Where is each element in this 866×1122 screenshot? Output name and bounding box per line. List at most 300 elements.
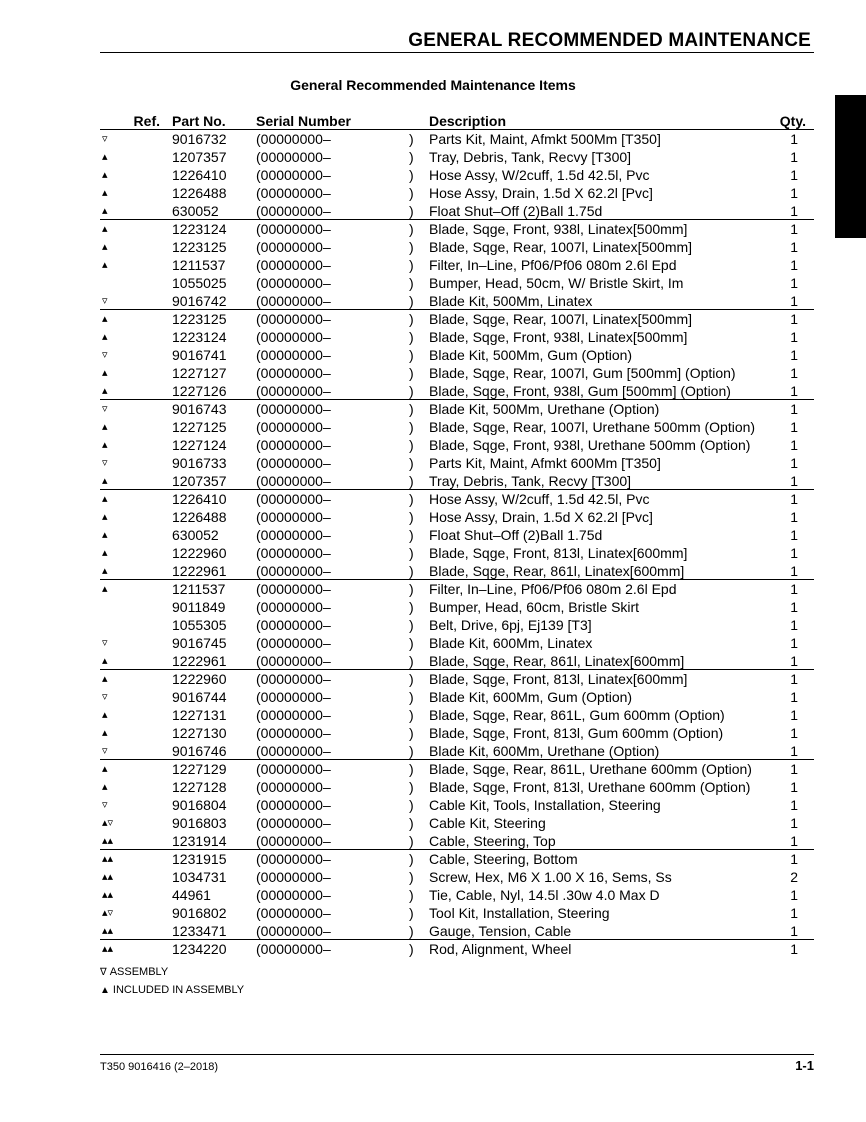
serial-number: (00000000– [256, 491, 331, 507]
table-body [100, 130, 814, 958]
description: Tray, Debris, Tank, Recvy [T300] [429, 149, 632, 165]
serial-number: (00000000– [256, 383, 331, 399]
serial-number: (00000000– [256, 545, 331, 561]
col-ref-header: Ref. [133, 113, 160, 129]
serial-number: (00000000– [256, 149, 331, 165]
serial-close: ) [409, 437, 414, 453]
included-symbol-icon: ▲ [100, 985, 110, 996]
table-row [100, 544, 814, 562]
serial-number: (00000000– [256, 293, 331, 309]
quantity: 1 [790, 743, 798, 759]
description: Screw, Hex, M6 X 1.00 X 16, Sems, Ss [429, 869, 672, 885]
part-number: 1223124 [172, 221, 227, 237]
description: Blade, Sqge, Front, 813l, Linatex[600mm] [429, 545, 688, 561]
table-row [100, 454, 814, 472]
legend-included [100, 984, 244, 996]
serial-number: (00000000– [256, 833, 331, 849]
table-row [100, 778, 814, 796]
serial-close: ) [409, 383, 414, 399]
table-row [100, 238, 814, 256]
serial-number: (00000000– [256, 707, 331, 723]
table-row [100, 742, 814, 760]
part-number: 1227124 [172, 437, 227, 453]
table-row [100, 400, 814, 418]
serial-close: ) [409, 689, 414, 705]
table-row [100, 652, 814, 670]
serial-number: (00000000– [256, 725, 331, 741]
quantity: 1 [790, 311, 798, 327]
table-row [100, 562, 814, 580]
ref-symbol-icon: ▿ [102, 349, 108, 361]
description: Tray, Debris, Tank, Recvy [T300] [429, 473, 632, 489]
serial-close: ) [409, 239, 414, 255]
ref-symbol-icon: ▴ [102, 673, 108, 685]
quantity: 1 [790, 689, 798, 705]
serial-close: ) [409, 851, 414, 867]
description: Blade, Sqge, Front, 813l, Linatex[600mm] [429, 671, 688, 687]
serial-close: ) [409, 779, 414, 795]
quantity: 2 [790, 869, 798, 885]
table-row [100, 418, 814, 436]
part-number: 1034731 [172, 869, 227, 885]
serial-number: (00000000– [256, 779, 331, 795]
description: Float Shut–Off (2)Ball 1.75d [429, 527, 603, 543]
ref-symbol-icon: ▴▴ [102, 943, 114, 955]
table-row [100, 868, 814, 886]
ref-symbol-icon: ▿ [102, 133, 108, 145]
ref-symbol-icon: ▴ [102, 313, 108, 325]
ref-symbol-icon: ▴ [102, 367, 108, 379]
part-number: 9016732 [172, 131, 227, 147]
quantity: 1 [790, 419, 798, 435]
quantity: 1 [790, 257, 798, 273]
table-row [100, 274, 814, 292]
table-row [100, 616, 814, 634]
description: Blade, Sqge, Front, 938l, Linatex[500mm] [429, 329, 688, 345]
part-number: 1233471 [172, 923, 227, 939]
page-title: GENERAL RECOMMENDED MAINTENANCE [408, 30, 811, 51]
part-number: 1207357 [172, 473, 227, 489]
serial-number: (00000000– [256, 401, 331, 417]
quantity: 1 [790, 923, 798, 939]
part-number: 9016743 [172, 401, 227, 417]
ref-symbol-icon: ▴▴ [102, 889, 114, 901]
serial-number: (00000000– [256, 221, 331, 237]
description: Blade, Sqge, Front, 938l, Gum [500mm] (Option) [429, 383, 731, 399]
quantity: 1 [790, 941, 798, 957]
ref-symbol-icon: ▴ [102, 493, 108, 505]
serial-close: ) [409, 131, 414, 147]
part-number: 9016802 [172, 905, 227, 921]
quantity: 1 [790, 383, 798, 399]
part-number: 1231914 [172, 833, 227, 849]
description: Blade, Sqge, Rear, 1007l, Linatex[500mm] [429, 239, 693, 255]
serial-close: ) [409, 365, 414, 381]
quantity: 1 [790, 707, 798, 723]
serial-number: (00000000– [256, 905, 331, 921]
part-number: 1207357 [172, 149, 227, 165]
description: Hose Assy, Drain, 1.5d X 62.2l [Pvc] [429, 185, 653, 201]
table-row [100, 490, 814, 508]
description: Blade, Sqge, Front, 813l, Gum 600mm (Option) [429, 725, 724, 741]
ref-symbol-icon: ▴▴ [102, 925, 114, 937]
description: Cable, Steering, Top [429, 833, 556, 849]
serial-close: ) [409, 671, 414, 687]
part-number: 9016742 [172, 293, 227, 309]
serial-number: (00000000– [256, 455, 331, 471]
serial-close: ) [409, 401, 414, 417]
description: Bumper, Head, 60cm, Bristle Skirt [429, 599, 640, 615]
description: Rod, Alignment, Wheel [429, 941, 572, 957]
table-row [100, 850, 814, 868]
ref-symbol-icon: ▴ [102, 727, 108, 739]
part-number: 9016803 [172, 815, 227, 831]
serial-number: (00000000– [256, 257, 331, 273]
table-row [100, 436, 814, 454]
quantity: 1 [790, 887, 798, 903]
serial-close: ) [409, 599, 414, 615]
serial-close: ) [409, 797, 414, 813]
serial-close: ) [409, 653, 414, 669]
part-number: 1231915 [172, 851, 227, 867]
part-number: 1223125 [172, 239, 227, 255]
description: Blade, Sqge, Front, 938l, Linatex[500mm] [429, 221, 688, 237]
part-number: 1227129 [172, 761, 227, 777]
serial-close: ) [409, 491, 414, 507]
part-number: 630052 [172, 527, 219, 543]
ref-symbol-icon: ▴▿ [102, 817, 114, 829]
quantity: 1 [790, 401, 798, 417]
serial-close: ) [409, 203, 414, 219]
description: Blade, Sqge, Rear, 861L, Gum 600mm (Option) [429, 707, 725, 723]
description: Hose Assy, W/2cuff, 1.5d 42.5l, Pvc [429, 167, 650, 183]
section-tab-marker [835, 95, 866, 238]
part-number: 1227125 [172, 419, 227, 435]
serial-number: (00000000– [256, 365, 331, 381]
col-qty-header: Qty. [779, 113, 806, 129]
col-part-header: Part No. [172, 113, 226, 129]
part-number: 1226488 [172, 185, 227, 201]
legend-assembly-label: ASSEMBLY [109, 966, 169, 978]
ref-symbol-icon: ▿ [102, 295, 108, 307]
ref-symbol-icon: ▿ [102, 799, 108, 811]
serial-number: (00000000– [256, 653, 331, 669]
description: Hose Assy, W/2cuff, 1.5d 42.5l, Pvc [429, 491, 650, 507]
part-number: 1055305 [172, 617, 227, 633]
serial-close: ) [409, 257, 414, 273]
page-number: 1-1 [795, 1058, 814, 1073]
serial-close: ) [409, 941, 414, 957]
part-number: 9016733 [172, 455, 227, 471]
table-row [100, 904, 814, 922]
table-row [100, 526, 814, 544]
description: Blade, Sqge, Rear, 1007l, Linatex[500mm] [429, 311, 693, 327]
table-row [100, 598, 814, 616]
serial-number: (00000000– [256, 581, 331, 597]
serial-number: (00000000– [256, 851, 331, 867]
quantity: 1 [790, 851, 798, 867]
serial-close: ) [409, 761, 414, 777]
serial-close: ) [409, 905, 414, 921]
quantity: 1 [790, 599, 798, 615]
ref-symbol-icon: ▴ [102, 439, 108, 451]
table-row [100, 670, 814, 688]
serial-number: (00000000– [256, 527, 331, 543]
serial-close: ) [409, 347, 414, 363]
part-number: 1222960 [172, 671, 227, 687]
part-number: 1227127 [172, 365, 227, 381]
table-row [100, 796, 814, 814]
serial-number: (00000000– [256, 617, 331, 633]
quantity: 1 [790, 761, 798, 777]
table-row [100, 292, 814, 310]
page-header [100, 30, 814, 53]
ref-symbol-icon: ▴ [102, 529, 108, 541]
part-number: 1226410 [172, 167, 227, 183]
description: Blade, Sqge, Front, 938l, Urethane 500mm (Option) [429, 437, 751, 453]
ref-symbol-icon: ▴ [102, 511, 108, 523]
serial-close: ) [409, 635, 414, 651]
quantity: 1 [790, 239, 798, 255]
serial-number: (00000000– [256, 131, 331, 147]
ref-symbol-icon: ▴ [102, 763, 108, 775]
description: Tie, Cable, Nyl, 14.5l .30w 4.0 Max D [429, 887, 660, 903]
part-number: 1211537 [172, 581, 226, 597]
part-number: 1227128 [172, 779, 227, 795]
description: Tool Kit, Installation, Steering [429, 905, 610, 921]
quantity: 1 [790, 671, 798, 687]
description: Blade Kit, 600Mm, Gum (Option) [429, 689, 633, 705]
part-number: 44961 [172, 887, 211, 903]
ref-symbol-icon: ▿ [102, 745, 108, 757]
table-row [100, 346, 814, 364]
serial-close: ) [409, 887, 414, 903]
table-row [100, 202, 814, 220]
part-number: 1223125 [172, 311, 227, 327]
serial-number: (00000000– [256, 329, 331, 345]
serial-number: (00000000– [256, 509, 331, 525]
part-number: 9016746 [172, 743, 227, 759]
serial-close: ) [409, 473, 414, 489]
table-row [100, 220, 814, 238]
quantity: 1 [790, 635, 798, 651]
serial-number: (00000000– [256, 743, 331, 759]
section-title: General Recommended Maintenance Items [290, 77, 576, 93]
table-row [100, 940, 814, 958]
description: Blade, Sqge, Front, 813l, Urethane 600mm (Option) [429, 779, 751, 795]
ref-symbol-icon: ▴ [102, 565, 108, 577]
legend-included-label: INCLUDED IN ASSEMBLY [112, 984, 245, 996]
part-number: 1227126 [172, 383, 227, 399]
serial-close: ) [409, 419, 414, 435]
serial-close: ) [409, 275, 414, 291]
table-row [100, 508, 814, 526]
quantity: 1 [790, 563, 798, 579]
serial-close: ) [409, 707, 414, 723]
table-row [100, 706, 814, 724]
part-number: 630052 [172, 203, 219, 219]
serial-number: (00000000– [256, 239, 331, 255]
description: Blade Kit, 500Mm, Gum (Option) [429, 347, 633, 363]
ref-symbol-icon: ▴ [102, 475, 108, 487]
serial-number: (00000000– [256, 815, 331, 831]
ref-symbol-icon: ▿ [102, 403, 108, 415]
serial-number: (00000000– [256, 689, 331, 705]
part-number: 1226488 [172, 509, 227, 525]
table-row [100, 688, 814, 706]
serial-number: (00000000– [256, 419, 331, 435]
description: Filter, In–Line, Pf06/Pf06 080m 2.6l Epd [429, 581, 677, 597]
serial-number: (00000000– [256, 167, 331, 183]
description: Blade, Sqge, Rear, 1007l, Gum [500mm] (Option) [429, 365, 736, 381]
quantity: 1 [790, 131, 798, 147]
quantity: 1 [790, 329, 798, 345]
description: Cable, Steering, Bottom [429, 851, 578, 867]
serial-close: ) [409, 329, 414, 345]
quantity: 1 [790, 653, 798, 669]
serial-close: ) [409, 833, 414, 849]
table-row [100, 166, 814, 184]
table-row [100, 922, 814, 940]
ref-symbol-icon: ▴ [102, 421, 108, 433]
ref-symbol-icon: ▴ [102, 547, 108, 559]
table-row [100, 148, 814, 166]
col-desc-header: Description [429, 113, 507, 129]
quantity: 1 [790, 437, 798, 453]
serial-close: ) [409, 167, 414, 183]
serial-number: (00000000– [256, 887, 331, 903]
table-row [100, 310, 814, 328]
ref-symbol-icon: ▴ [102, 241, 108, 253]
ref-symbol-icon: ▿ [102, 457, 108, 469]
description: Blade Kit, 500Mm, Urethane (Option) [429, 401, 660, 417]
ref-symbol-icon: ▴ [102, 187, 108, 199]
ref-symbol-icon: ▴ [102, 385, 108, 397]
part-number: 1234220 [172, 941, 227, 957]
ref-symbol-icon: ▴▴ [102, 835, 114, 847]
table-row [100, 472, 814, 490]
ref-symbol-icon: ▴ [102, 331, 108, 343]
quantity: 1 [790, 149, 798, 165]
ref-symbol-icon: ▴ [102, 205, 108, 217]
description: Bumper, Head, 50cm, W/ Bristle Skirt, Im [429, 275, 684, 291]
description: Gauge, Tension, Cable [429, 923, 572, 939]
ref-symbol-icon: ▴ [102, 655, 108, 667]
quantity: 1 [790, 167, 798, 183]
serial-close: ) [409, 743, 414, 759]
assembly-symbol-icon: ∇ [100, 967, 107, 978]
part-number: 1223124 [172, 329, 227, 345]
quantity: 1 [790, 347, 798, 363]
table-row [100, 724, 814, 742]
serial-number: (00000000– [256, 203, 331, 219]
description: Blade, Sqge, Rear, 861L, Urethane 600mm (Option) [429, 761, 752, 777]
quantity: 1 [790, 473, 798, 489]
quantity: 1 [790, 527, 798, 543]
quantity: 1 [790, 509, 798, 525]
description: Blade Kit, 600Mm, Linatex [429, 635, 593, 651]
table-row [100, 328, 814, 346]
serial-close: ) [409, 221, 414, 237]
table-row [100, 130, 814, 148]
table-row [100, 832, 814, 850]
serial-close: ) [409, 581, 414, 597]
description: Parts Kit, Maint, Afmkt 600Mm [T350] [429, 455, 661, 471]
ref-symbol-icon: ▴ [102, 583, 108, 595]
serial-close: ) [409, 617, 414, 633]
part-number: 1222961 [172, 653, 227, 669]
serial-close: ) [409, 923, 414, 939]
serial-number: (00000000– [256, 761, 331, 777]
quantity: 1 [790, 617, 798, 633]
col-serial-header: Serial Number [256, 113, 351, 129]
document-id: T350 9016416 (2–2018) [100, 1061, 219, 1073]
serial-number: (00000000– [256, 311, 331, 327]
serial-close: ) [409, 149, 414, 165]
serial-number: (00000000– [256, 275, 331, 291]
quantity: 1 [790, 779, 798, 795]
quantity: 1 [790, 293, 798, 309]
description: Belt, Drive, 6pj, Ej139 [T3] [429, 617, 592, 633]
description: Blade, Sqge, Rear, 1007l, Urethane 500mm (Option) [429, 419, 756, 435]
part-number: 1222960 [172, 545, 227, 561]
serial-close: ) [409, 293, 414, 309]
table-row [100, 184, 814, 202]
ref-symbol-icon: ▿ [102, 637, 108, 649]
part-number: 1211537 [172, 257, 226, 273]
quantity: 1 [790, 581, 798, 597]
ref-symbol-icon: ▴ [102, 709, 108, 721]
ref-symbol-icon: ▴ [102, 781, 108, 793]
ref-symbol-icon: ▴▴ [102, 871, 114, 883]
part-number: 1055025 [172, 275, 227, 291]
quantity: 1 [790, 203, 798, 219]
serial-number: (00000000– [256, 599, 331, 615]
table-row [100, 580, 814, 598]
part-number: 1227131 [172, 707, 227, 723]
legend-assembly [100, 966, 168, 978]
part-number: 9011849 [172, 599, 226, 615]
part-number: 9016741 [172, 347, 227, 363]
page-footer [100, 1054, 814, 1073]
serial-close: ) [409, 185, 414, 201]
quantity: 1 [790, 365, 798, 381]
serial-number: (00000000– [256, 941, 331, 957]
serial-number: (00000000– [256, 635, 331, 651]
quantity: 1 [790, 815, 798, 831]
ref-symbol-icon: ▴▿ [102, 907, 114, 919]
description: Filter, In–Line, Pf06/Pf06 080m 2.6l Epd [429, 257, 677, 273]
quantity: 1 [790, 725, 798, 741]
description: Cable Kit, Tools, Installation, Steering [429, 797, 661, 813]
serial-number: (00000000– [256, 671, 331, 687]
serial-number: (00000000– [256, 347, 331, 363]
serial-close: ) [409, 545, 414, 561]
ref-symbol-icon: ▴ [102, 259, 108, 271]
table-row [100, 382, 814, 400]
quantity: 1 [790, 221, 798, 237]
serial-number: (00000000– [256, 563, 331, 579]
table-header [100, 113, 814, 130]
serial-close: ) [409, 815, 414, 831]
part-number: 9016804 [172, 797, 227, 813]
part-number: 1226410 [172, 491, 227, 507]
serial-number: (00000000– [256, 437, 331, 453]
table-row [100, 814, 814, 832]
serial-number: (00000000– [256, 923, 331, 939]
ref-symbol-icon: ▴ [102, 151, 108, 163]
serial-close: ) [409, 869, 414, 885]
